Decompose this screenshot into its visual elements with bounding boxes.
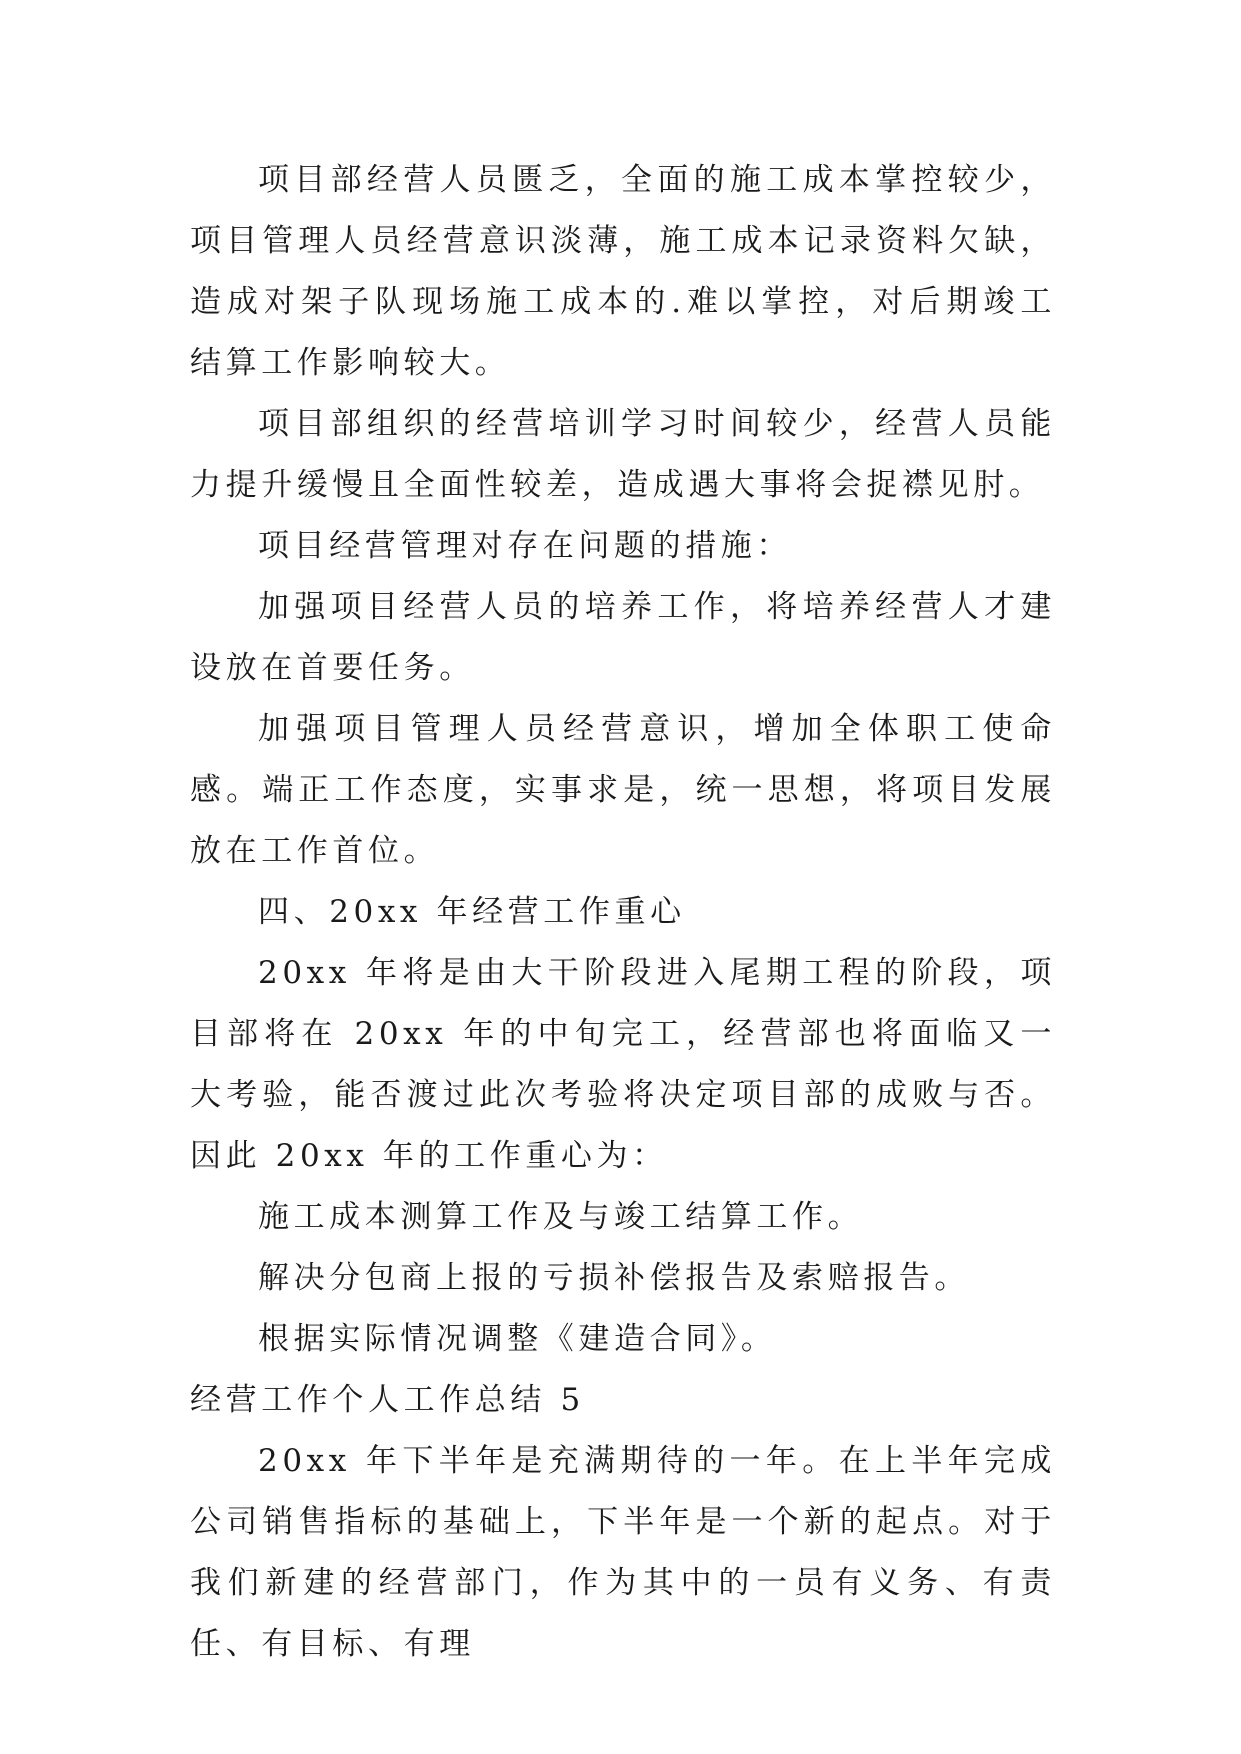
paragraph: 项目经营管理对存在问题的措施：	[258, 528, 792, 564]
paragraph: 解决分包商上报的亏损补偿报告及索赔报告。	[258, 1260, 970, 1296]
subheading-paragraph: 四、20xx 年经营工作重心	[258, 894, 686, 930]
paragraph: 项目部组织的经营培训学习时间较少，经营人员能力提升缓慢且全面性较差，造成遇大事将会捉襟见肘。	[190, 406, 1056, 503]
paragraph: 加强项目管理人员经营意识，增加全体职工使命感。端正工作态度，实事求是，统一思想，将项目发展放在工作首位。	[190, 711, 1056, 869]
paragraph: 项目部经营人员匮乏，全面的施工成本掌控较少，项目管理人员经营意识淡薄，施工成本记录资料欠缺，造成对架子队现场施工成本的.难以掌控，对后期竣工结算工作影响较大。	[190, 162, 1056, 381]
document-page	[190, 150, 1056, 1675]
paragraph: 施工成本测算工作及与竣工结算工作。	[258, 1199, 864, 1235]
paragraph: 20xx 年将是由大干阶段进入尾期工程的阶段，项目部将在 20xx 年的中旬完工，经营部也将面临又一大考验，能否渡过此次考验将决定项目部的成败与否。因此 20xx 年的工作重心为：	[190, 955, 1056, 1174]
paragraph: 根据实际情况调整《建造合同》。	[258, 1321, 777, 1357]
paragraph: 加强项目经营人员的培养工作，将培养经营人才建设放在首要任务。	[190, 589, 1056, 686]
section-title: 经营工作个人工作总结 5	[190, 1382, 585, 1418]
closing-paragraph: 20xx 年下半年是充满期待的一年。在上半年完成公司销售指标的基础上，下半年是一个新的起点。对于我们新建的经营部门，作为其中的一员有义务、有责任、有目标、有理	[190, 1443, 1056, 1662]
